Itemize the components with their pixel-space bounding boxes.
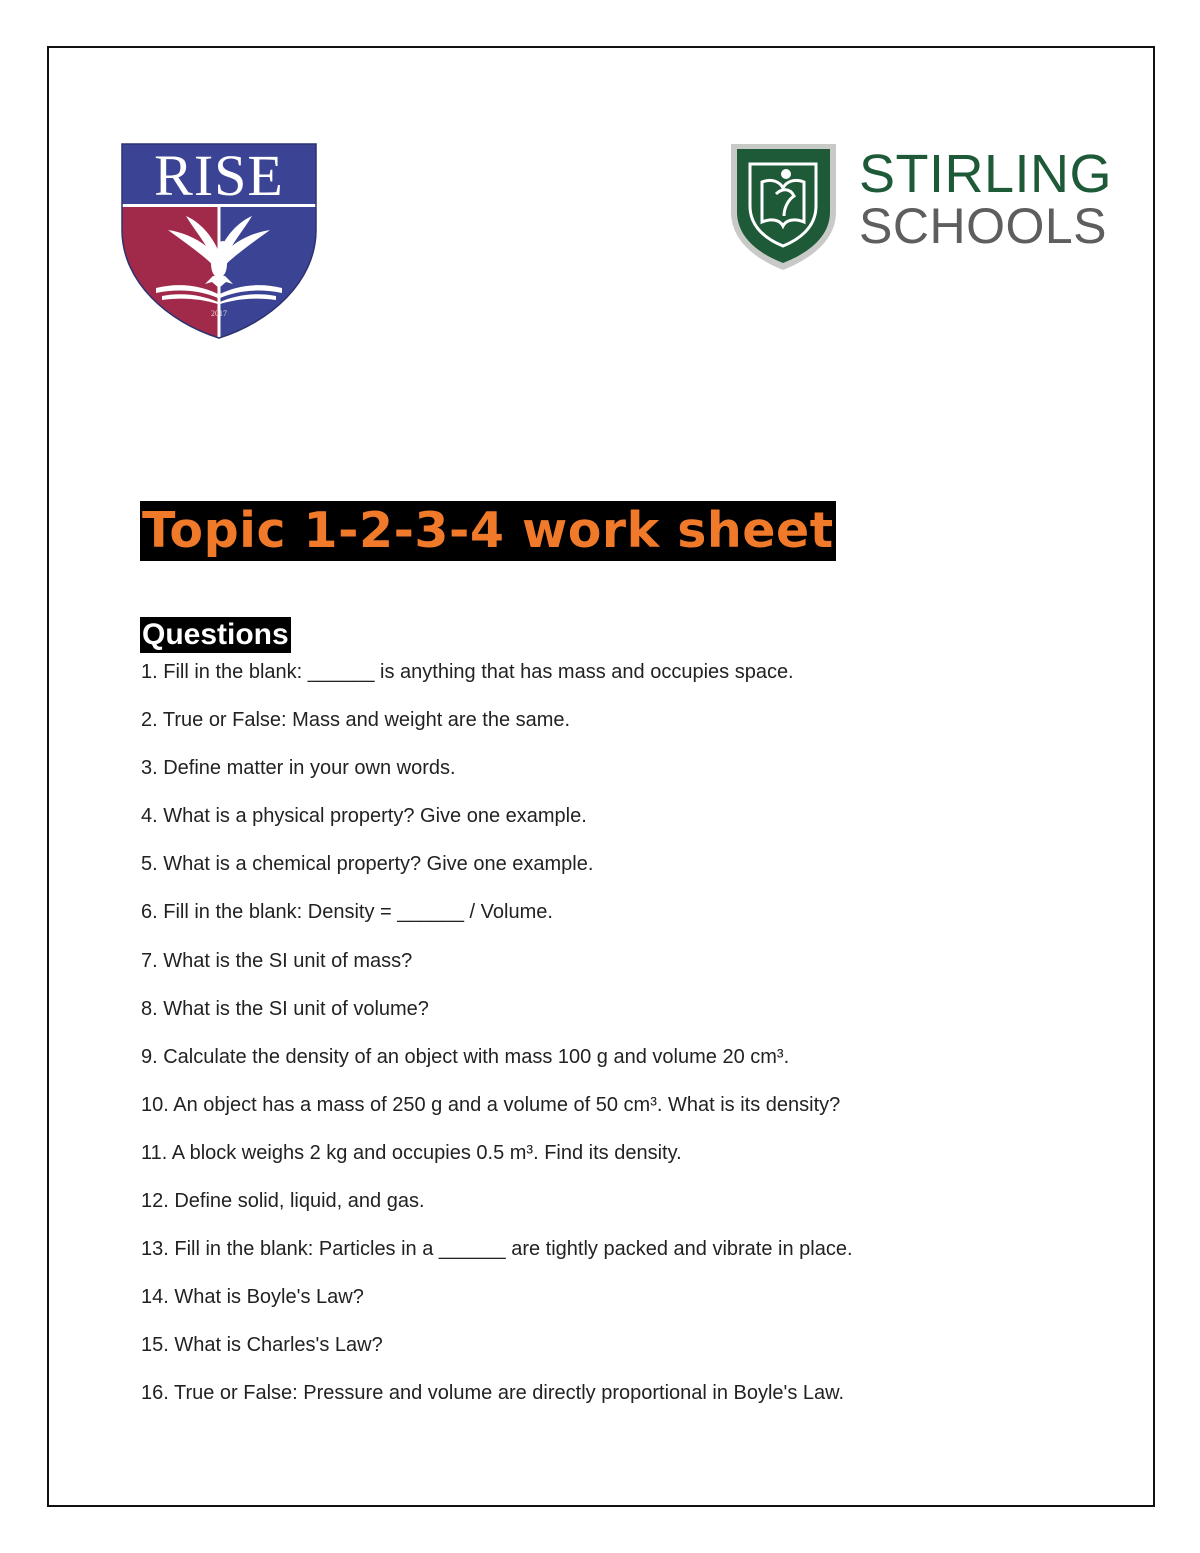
question-item: 6. Fill in the blank: Density = ______ / Volume.	[141, 901, 553, 924]
question-item: 12. Define solid, liquid, and gas.	[141, 1190, 425, 1213]
question-item: 10. An object has a mass of 250 g and a volume of 50 cm³. What is its density?	[141, 1093, 841, 1116]
title-banner	[140, 501, 836, 561]
rise-year: 2017	[211, 309, 227, 318]
question-item: 4. What is a physical property? Give one example.	[141, 805, 587, 828]
question-item: 16. True or False: Pressure and volume are directly proportional in Boyle's Law.	[141, 1382, 845, 1405]
question-item: 8. What is the SI unit of volume?	[141, 997, 429, 1020]
page-title: Topic 1-2-3-4 work sheet	[142, 502, 834, 559]
questions-heading: Questions	[142, 618, 289, 651]
rise-logo-text: RISE	[154, 143, 284, 208]
question-item: 3. Define matter in your own words.	[141, 757, 456, 780]
question-item: 13. Fill in the blank: Particles in a ______ are tightly packed and vibrate in place.	[141, 1238, 853, 1261]
question-item: 14. What is Boyle's Law?	[141, 1286, 364, 1309]
question-item: 9. Calculate the density of an object with mass 100 g and volume 20 cm³.	[141, 1045, 790, 1068]
questions-list	[141, 657, 853, 1427]
question-item: 15. What is Charles's Law?	[141, 1334, 383, 1357]
stirling-shield-icon	[731, 144, 836, 270]
stirling-line1: STIRLING	[859, 144, 1113, 204]
question-item: 7. What is the SI unit of mass?	[141, 949, 413, 972]
rise-logo	[120, 142, 318, 340]
question-item: 1. Fill in the blank: ______ is anything that has mass and occupies space.	[141, 661, 794, 683]
stirling-schools-logo	[728, 142, 1138, 274]
question-item: 2. True or False: Mass and weight are the same.	[141, 709, 571, 732]
stirling-line2: SCHOOLS	[859, 198, 1108, 254]
question-item: 11. A block weighs 2 kg and occupies 0.5 m³. Find its density.	[141, 1141, 682, 1164]
question-item: 5. What is a chemical property? Give one example.	[141, 853, 594, 876]
